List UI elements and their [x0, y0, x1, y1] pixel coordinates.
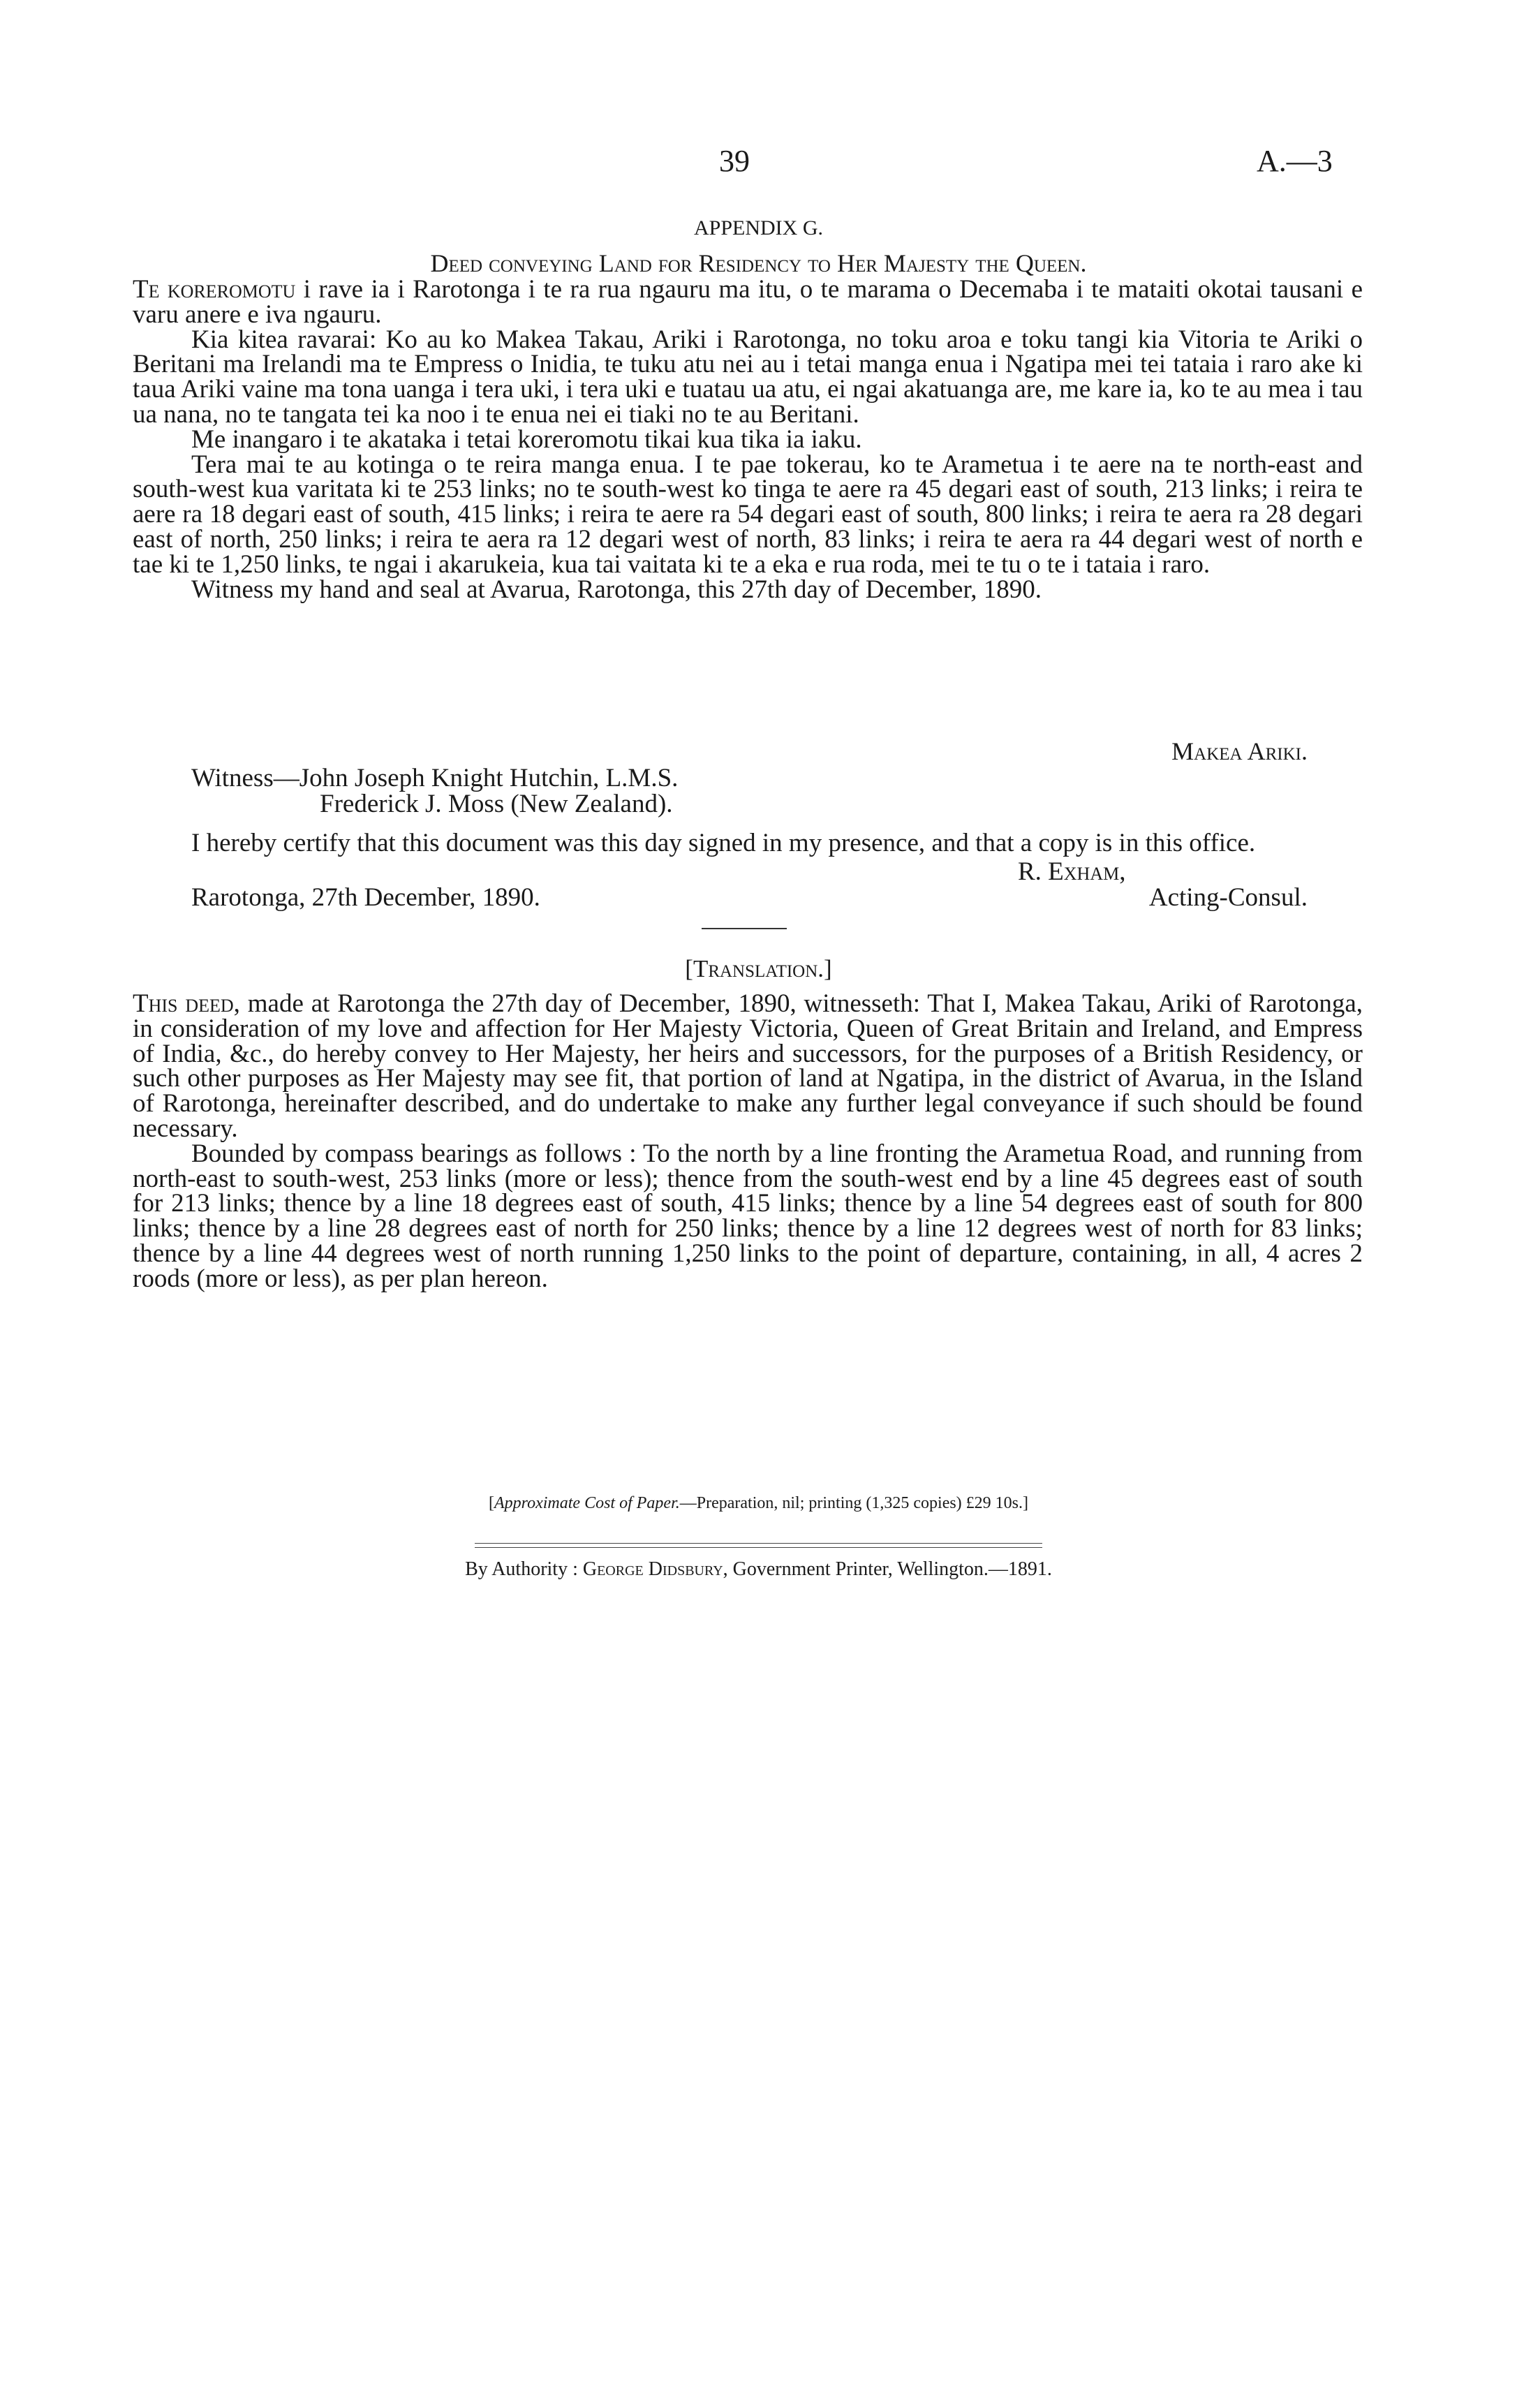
- translation-body: [133, 991, 1363, 1292]
- footer-rule-2: [475, 1547, 1042, 1548]
- page-number: 39: [719, 144, 750, 178]
- place-and-date: Rarotonga, 27th December, 1890.: [191, 883, 540, 912]
- appendix-title: APPENDIX G.: [693, 216, 823, 239]
- maori-paragraph-4: Tera mai te au kotinga o te reira manga enua. I te pae tokerau, ko te Arametua i te aere na te north-east and south-west kua varitata ki te 253 links; no te south-west ko tinga te aere ra 45 degari east of south, 213 links; i reira te aere ra 18 degari east of south, 415 links; i reira te aere ra 54 degari east of south, 800 links; i reira te aera ra 28 degari east of north, 250 links; i reira te aera ra 12 degari west of north, 83 links; i reira te aera ra 44 degari west of north e tae ki te 1,250 links, te ngai i akarukeia, kua tai vaitata ki te a eka e rua roda, mei te tu o te i tataia i raro.: [133, 450, 1363, 579]
- maori-paragraph-2: Kia kitea ravarai: Ko au ko Makea Takau, Ariki i Rarotonga, no toku aroa e toku tangi kia Vitoria te Ariki o Beritani ma Irelandi ma te Empress o Inidia, te tuku atu nei au i tetai manga enua i Ngatipa mei tei tataia i raro ake ki taua Ariki vaine ma tona uanga i tera uki, i tera uki e tuatau ua atu, ei ngai akatuanga are, me kare ia, ko te au mea i tau ua nana, no te tangata tei ka noo i te enua nei ei tiaki no te au Beritani.: [133, 325, 1363, 429]
- translation-paragraph-1: This deed, made at Rarotonga the 27th day of December, 1890, witnesseth: That I, Makea Takau, Ariki of Rarotonga, in consideration of my love and affection for Her Majesty Victoria, Queen of Great Britain and Ireland, and Empress of India, &c., do hereby convey to Her Majesty, her heirs and successors, for the purposes of a British Residency, or such other purposes as Her Majesty may see fit, that portion of land at Ngatipa, in the district of Avarua, in the Island of Rarotonga, hereinafter described, and do undertake to make any further legal conveyance if such should be found necessary.: [133, 989, 1363, 1143]
- consul-name: R. Exham,: [1018, 857, 1126, 886]
- printer-authority: By Authority : George Didsbury, Government Printer, Wellington.—1891.: [465, 1558, 1052, 1580]
- translation-paragraph-1-lead: This deed,: [133, 989, 240, 1018]
- translation-paragraph-2: Bounded by compass bearings as follows : To the north by a line fronting the Arametua Road, and running from north-east to south-west, 253 links (more or less); thence from the south-west end by a line 45 degrees east of south for 213 links; thence by a line 18 degrees east of south, 415 links; thence by a line 54 degrees east of south for 800 links; thence by a line 28 degrees east of north for 250 links; thence by a line 12 degrees west of north for 83 links; thence by a line 44 degrees west of north running 1,250 links to the point of departure, containing, in all, 4 acres 2 roods (more or less), as per plan hereon.: [133, 1139, 1363, 1293]
- cost-note-label: Approximate Cost of Paper.: [494, 1494, 680, 1512]
- witness-statement: Witness my hand and seal at Avarua, Rarotonga, this 27th day of December, 1890.: [191, 575, 1042, 604]
- deed-title: Deed conveying Land for Residency to Her Majesty the Queen.: [430, 249, 1087, 277]
- footer-rule: [475, 1543, 1042, 1544]
- consul-title: Acting-Consul.: [1148, 883, 1308, 912]
- section-divider: [702, 928, 787, 929]
- consul-certification: I hereby certify that this document was this day signed in my presence, and that a copy is in this office.: [191, 829, 1256, 857]
- document-reference: A.—3: [1257, 144, 1333, 178]
- maori-deed-body: [133, 277, 1363, 602]
- printer-name: George Didsbury: [582, 1558, 723, 1580]
- witness-line-2: Frederick J. Moss (New Zealand).: [320, 790, 673, 818]
- witness-line-1: Witness—John Joseph Knight Hutchin, L.M.S.: [191, 764, 679, 792]
- maori-paragraph-3: Me inangaro i te akataka i tetai koreromotu tikai kua tika ia iaku.: [191, 424, 862, 454]
- cost-note: [Approximate Cost of Paper.—Preparation, nil; printing (1,325 copies) £29 10s.]: [488, 1494, 1029, 1512]
- maori-paragraph-1-lead: Te koreromotu: [133, 275, 296, 304]
- maori-paragraph-1: Te koreromotu i rave ia i Rarotonga i te ra rua ngauru ma itu, o te marama o Decemaba i te mataiti okotai tausani e varu anere e iva ngauru.: [133, 275, 1363, 329]
- translation-heading: [Translation.]: [685, 955, 832, 982]
- signature-makea-ariki: Makea Ariki.: [1171, 737, 1308, 765]
